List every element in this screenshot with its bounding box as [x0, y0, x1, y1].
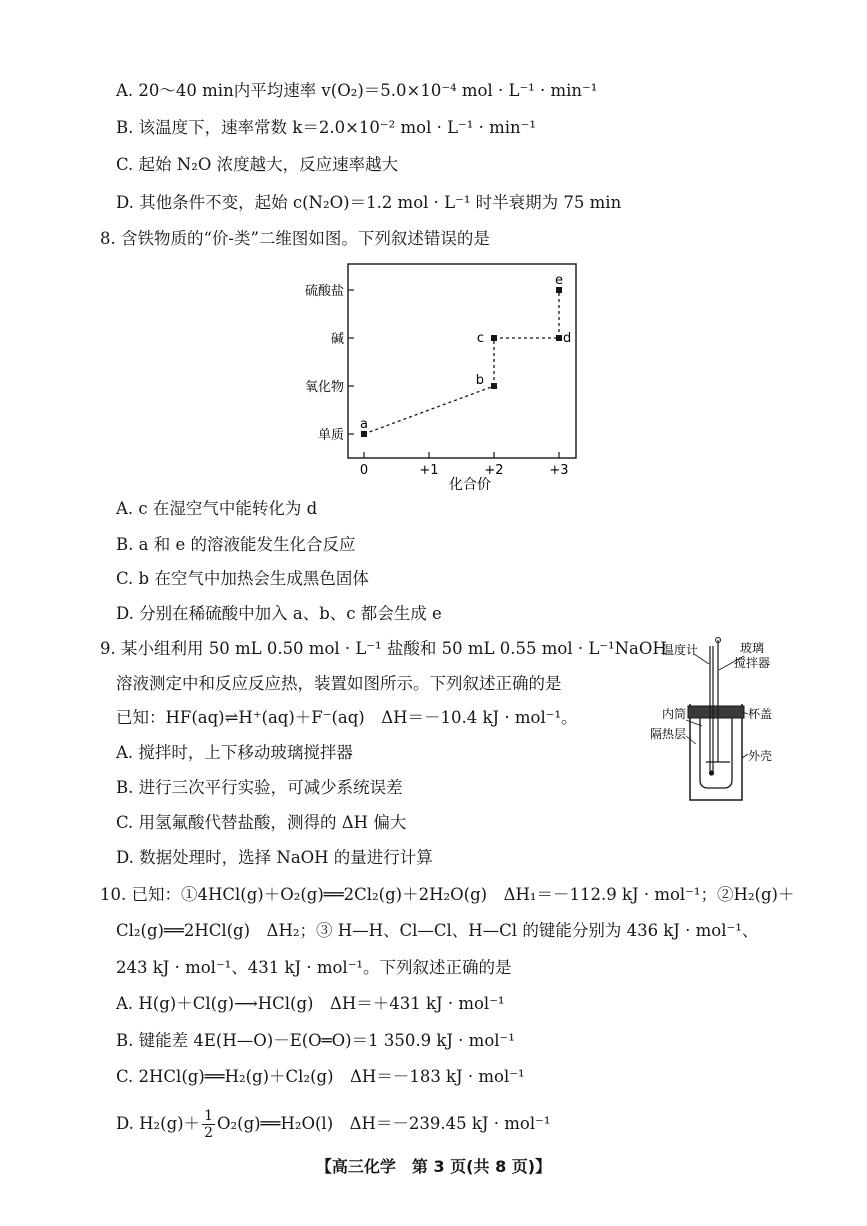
- x-tick-label: +1: [419, 463, 439, 478]
- calorimeter-figure: [650, 634, 778, 804]
- x-tick-label: +2: [484, 463, 504, 478]
- fraction-one-half: [202, 1108, 215, 1141]
- label-shell: 外壳: [748, 749, 773, 763]
- label-inner: 内筒: [662, 707, 687, 721]
- q10-option-c: C. 2HCl(g)══H₂(g)＋Cl₂(g) ΔH＝－183 kJ · mol⁻¹: [116, 1067, 525, 1086]
- point-c: [491, 335, 497, 341]
- inner-cup-shape: [700, 716, 732, 788]
- y-tick-label: 氧化物: [304, 380, 344, 395]
- q8-option-a: A. c 在湿空气中能转化为 d: [116, 499, 318, 518]
- x-tick-label: +3: [549, 463, 569, 478]
- q10-stem-line2: Cl₂(g)══2HCl(g) ΔH₂；③ H—H、Cl—Cl、H—Cl 的键能分别为 436 kJ · mol⁻¹、: [116, 921, 759, 940]
- q10-stem-line1: 10. 已知：①4HCl(g)＋O₂(g)══2Cl₂(g)＋2H₂O(g) ΔH₁＝－112.9 kJ · mol⁻¹；②H₂(g)＋: [100, 885, 795, 904]
- q8-option-c: C. b 在空气中加热会生成黑色固体: [116, 569, 369, 588]
- q9-option-a: A. 搅拌时，上下移动玻璃搅拌器: [116, 743, 353, 762]
- point-label-b: b: [475, 373, 484, 388]
- x-tick-label: 0: [359, 463, 369, 478]
- q8-option-b: B. a 和 e 的溶液能发生化合反应: [116, 535, 356, 554]
- q9-option-d: D. 数据处理时，选择 NaOH 的量进行计算: [116, 848, 433, 867]
- valence-class-svg: [296, 254, 586, 494]
- lid-shape: [688, 706, 744, 718]
- q7-option-b: B. 该温度下，速率常数 k＝2.0×10⁻² mol · L⁻¹ · min⁻¹: [116, 118, 536, 137]
- leader-insulation: [686, 736, 696, 744]
- fraction-denominator: 2: [204, 1125, 213, 1141]
- q10-option-d: [116, 1108, 550, 1141]
- q10-option-b: B. 键能差 4E(H—O)－E(O═O)＝1 350.9 kJ · mol⁻¹: [116, 1031, 515, 1050]
- q10-option-d-post: O₂(g)══H₂O(l) ΔH＝－239.45 kJ · mol⁻¹: [217, 1114, 551, 1133]
- point-label-c: c: [476, 331, 484, 346]
- q7-option-a: A. 20～40 min内平均速率 v(O₂)＝5.0×10⁻⁴ mol · L⁻¹ · min⁻¹: [116, 81, 598, 100]
- q10-option-a: A. H(g)＋Cl(g)⟶HCl(g) ΔH＝＋431 kJ · mol⁻¹: [116, 994, 505, 1013]
- q7-option-c: C. 起始 N₂O 浓度越大，反应速率越大: [116, 155, 399, 174]
- point-b: [491, 383, 497, 389]
- link-a-b: [364, 386, 494, 434]
- page-footer: 【高三化学 第 3 页(共 8 页)】: [315, 1157, 552, 1176]
- q9-stem-line2: 溶液测定中和反应反应热，装置如图所示。下列叙述正确的是: [116, 674, 562, 693]
- label-insulation: 隔热层: [650, 727, 687, 741]
- q10-option-d-pre: D. H₂(g)＋: [116, 1114, 201, 1133]
- label-stirrer-1: 玻璃: [740, 641, 765, 655]
- q9-stem-line3: 已知：HF(aq)⇌H⁺(aq)＋F⁻(aq) ΔH＝－10.4 kJ · mol⁻¹。: [116, 708, 578, 727]
- q9-stem-line1: 9. 某小组利用 50 mL 0.50 mol · L⁻¹ 盐酸和 50 mL 0.55 mol · L⁻¹NaOH: [100, 639, 667, 658]
- point-label-d: d: [563, 331, 572, 346]
- point-d: [556, 335, 562, 341]
- q9-option-c: C. 用氢氟酸代替盐酸，测得的 ΔH 偏大: [116, 813, 407, 832]
- thermometer-bulb: [709, 770, 714, 775]
- label-thermometer: 温度计: [662, 643, 699, 657]
- q8-stem: 8. 含铁物质的“价-类”二维图如图。下列叙述错误的是: [100, 229, 490, 248]
- valence-class-chart: [296, 254, 586, 494]
- x-axis-label: 化合价: [449, 477, 491, 493]
- point-label-a: a: [360, 417, 368, 432]
- q10-stem-line3: 243 kJ · mol⁻¹、431 kJ · mol⁻¹。下列叙述正确的是: [116, 958, 512, 977]
- q9-option-b: B. 进行三次平行实验，可减少系统误差: [116, 778, 403, 797]
- plot-frame: [348, 264, 576, 458]
- point-label-e: e: [555, 273, 563, 288]
- q8-option-d: D. 分别在稀硫酸中加入 a、b、c 都会生成 e: [116, 604, 442, 623]
- y-tick-label: 单质: [317, 428, 344, 443]
- label-stirrer-2: 搅拌器: [734, 656, 771, 670]
- calorimeter-svg: [650, 634, 778, 804]
- label-lid: 杯盖: [748, 707, 773, 721]
- q7-option-d: D. 其他条件不变，起始 c(N₂O)＝1.2 mol · L⁻¹ 时半衰期为 75 min: [116, 193, 622, 212]
- fraction-numerator: 1: [204, 1108, 213, 1124]
- y-tick-label: 碱: [330, 332, 344, 347]
- y-tick-label: 硫酸盐: [304, 284, 344, 299]
